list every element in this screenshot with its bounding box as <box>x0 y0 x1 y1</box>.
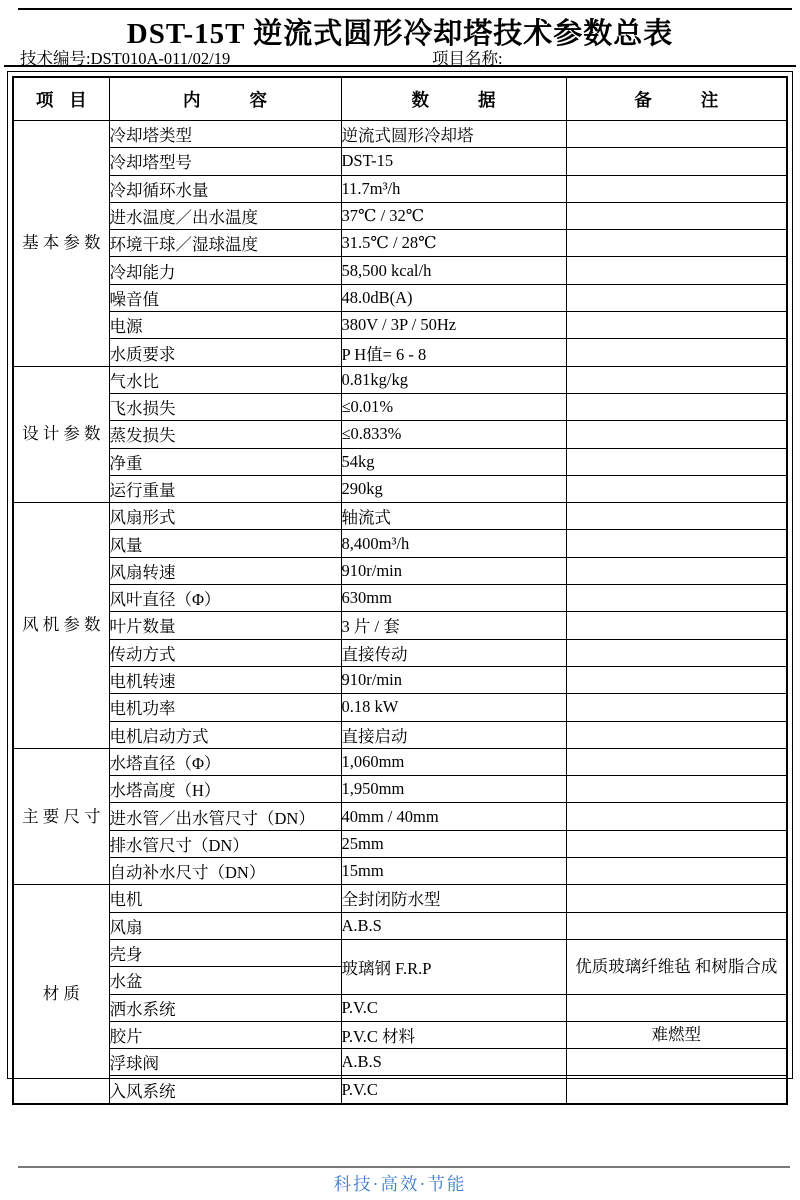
param-remark-cell <box>566 994 787 1021</box>
table-row <box>13 121 787 148</box>
footer-slogan: 科技·高效·节能 <box>333 1174 467 1194</box>
param-remark-cell <box>566 448 787 475</box>
table-row <box>13 284 787 311</box>
param-remark-cell <box>566 776 787 803</box>
param-name-cell: 电源 <box>109 312 341 339</box>
param-remark-cell <box>566 803 787 830</box>
param-value-cell: 54kg <box>341 448 566 475</box>
param-remark-cell <box>566 421 787 448</box>
param-name-cell: 洒水系统 <box>109 994 341 1021</box>
param-remark-cell <box>566 175 787 202</box>
param-name-cell: 叶片数量 <box>109 612 341 639</box>
param-name-cell: 进水管／出水管尺寸（DN） <box>109 803 341 830</box>
param-value-cell: 40mm / 40mm <box>341 803 566 830</box>
table-row <box>13 830 787 857</box>
table-row <box>13 858 787 885</box>
param-value-cell: 8,400m³/h <box>341 530 566 557</box>
table-row <box>13 721 787 748</box>
column-header: 内容 <box>109 77 341 121</box>
param-value-cell: 0.18 kW <box>341 694 566 721</box>
param-remark-cell <box>566 912 787 939</box>
table-row <box>13 475 787 502</box>
table-row <box>13 175 787 202</box>
param-value-cell: ≤0.01% <box>341 393 566 420</box>
param-value-cell: 31.5℃ / 28℃ <box>341 230 566 257</box>
param-value-cell: 逆流式圆形冷却塔 <box>341 121 566 148</box>
param-value-cell: 直接启动 <box>341 721 566 748</box>
param-name-cell: 排水管尺寸（DN） <box>109 830 341 857</box>
param-value-cell: 15mm <box>341 858 566 885</box>
param-remark-cell <box>566 1076 787 1104</box>
param-value-cell: 1,060mm <box>341 748 566 775</box>
column-header: 数据 <box>341 77 566 121</box>
param-value-cell: 0.81kg/kg <box>341 366 566 393</box>
param-value-cell: P H值= 6 - 8 <box>341 339 566 366</box>
param-remark-cell <box>566 503 787 530</box>
spec-table <box>12 76 788 1105</box>
table-row <box>13 366 787 393</box>
param-value-cell: 630mm <box>341 585 566 612</box>
param-remark-cell <box>566 366 787 393</box>
top-rule <box>18 8 792 10</box>
param-value-cell: 1,950mm <box>341 776 566 803</box>
table-row <box>13 148 787 175</box>
info-divider <box>4 65 796 67</box>
param-value-cell: 910r/min <box>341 557 566 584</box>
param-name-cell: 水塔高度（H） <box>109 776 341 803</box>
param-name-cell: 噪音值 <box>109 284 341 311</box>
table-row <box>13 448 787 475</box>
param-value-cell: 全封闭防水型 <box>341 885 566 912</box>
param-remark-cell <box>566 557 787 584</box>
param-value-cell: 玻璃钢 F.R.P <box>341 939 566 994</box>
param-name-cell: 气水比 <box>109 366 341 393</box>
table-row <box>13 202 787 229</box>
param-name-cell: 风叶直径（Φ） <box>109 585 341 612</box>
param-value-cell: 37℃ / 32℃ <box>341 202 566 229</box>
param-name-cell: 风扇 <box>109 912 341 939</box>
column-header: 项目 <box>13 77 109 121</box>
param-remark-cell: 难燃型 <box>566 1021 787 1048</box>
param-name-cell: 浮球阀 <box>109 1049 341 1076</box>
param-name-cell: 自动补水尺寸（DN） <box>109 858 341 885</box>
param-remark-cell <box>566 612 787 639</box>
table-row <box>13 421 787 448</box>
param-value-cell: DST-15 <box>341 148 566 175</box>
table-row <box>13 503 787 530</box>
table-row <box>13 939 787 966</box>
table-row <box>13 912 787 939</box>
param-remark-cell <box>566 121 787 148</box>
param-name-cell: 水盆 <box>109 967 341 994</box>
param-name-cell: 胶片 <box>109 1021 341 1048</box>
spec-table-frame <box>7 71 793 1101</box>
param-remark-cell <box>566 721 787 748</box>
table-row <box>13 885 787 912</box>
param-value-cell: A.B.S <box>341 912 566 939</box>
param-remark-cell <box>566 312 787 339</box>
param-remark-cell <box>566 748 787 775</box>
param-value-cell: P.V.C <box>341 1076 566 1104</box>
param-remark-cell <box>566 639 787 666</box>
param-remark-cell <box>566 666 787 693</box>
param-name-cell: 冷却塔类型 <box>109 121 341 148</box>
table-row <box>13 612 787 639</box>
table-row <box>13 585 787 612</box>
table-row <box>13 230 787 257</box>
table-row <box>13 257 787 284</box>
param-remark-cell <box>566 475 787 502</box>
table-row <box>13 639 787 666</box>
column-header: 备注 <box>566 77 787 121</box>
param-remark-cell <box>566 230 787 257</box>
param-value-cell: 48.0dB(A) <box>341 284 566 311</box>
param-remark-cell <box>566 148 787 175</box>
param-value-cell: 910r/min <box>341 666 566 693</box>
param-value-cell: P.V.C <box>341 994 566 1021</box>
param-value-cell: ≤0.833% <box>341 421 566 448</box>
param-name-cell: 电机 <box>109 885 341 912</box>
param-remark-cell <box>566 858 787 885</box>
param-value-cell: 直接传动 <box>341 639 566 666</box>
param-name-cell: 电机转速 <box>109 666 341 693</box>
table-row <box>13 666 787 693</box>
param-name-cell: 水塔直径（Φ） <box>109 748 341 775</box>
param-name-cell: 飞水损失 <box>109 393 341 420</box>
page-title: DST-15T 逆流式圆形冷却塔技术参数总表 <box>126 18 674 50</box>
param-remark-cell <box>566 257 787 284</box>
section-label-cell: 基 本 参 数 <box>13 121 109 367</box>
param-name-cell: 传动方式 <box>109 639 341 666</box>
param-value-cell: 290kg <box>341 475 566 502</box>
table-row <box>13 803 787 830</box>
table-row <box>13 393 787 420</box>
param-name-cell: 入风系统 <box>109 1076 341 1104</box>
tech-number: 技术编号:DST010A-011/02/19 <box>20 49 231 68</box>
param-value-cell: 380V / 3P / 50Hz <box>341 312 566 339</box>
param-value-cell: 58,500 kcal/h <box>341 257 566 284</box>
param-name-cell: 电机功率 <box>109 694 341 721</box>
table-row <box>13 339 787 366</box>
param-name-cell: 风扇形式 <box>109 503 341 530</box>
param-remark-cell <box>566 202 787 229</box>
param-remark-cell <box>566 530 787 557</box>
table-row <box>13 776 787 803</box>
param-remark-cell <box>566 585 787 612</box>
table-row <box>13 530 787 557</box>
table-row <box>13 557 787 584</box>
param-name-cell: 进水温度／出水温度 <box>109 202 341 229</box>
section-label-cell: 设 计 参 数 <box>13 366 109 502</box>
param-remark-cell <box>566 284 787 311</box>
param-name-cell: 壳身 <box>109 939 341 966</box>
param-name-cell: 冷却能力 <box>109 257 341 284</box>
table-row <box>13 1076 787 1104</box>
param-value-cell: 轴流式 <box>341 503 566 530</box>
param-value-cell: A.B.S <box>341 1049 566 1076</box>
project-name-label: 项目名称: <box>432 49 503 68</box>
param-name-cell: 净重 <box>109 448 341 475</box>
table-row <box>13 1049 787 1076</box>
param-remark-cell: 优质玻璃纤维毡 和树脂合成 <box>566 939 787 994</box>
param-name-cell: 冷却循环水量 <box>109 175 341 202</box>
section-label-cell: 材 质 <box>13 885 109 1104</box>
param-remark-cell <box>566 339 787 366</box>
param-name-cell: 风量 <box>109 530 341 557</box>
param-value-cell: 11.7m³/h <box>341 175 566 202</box>
param-name-cell: 电机启动方式 <box>109 721 341 748</box>
param-name-cell: 冷却塔型号 <box>109 148 341 175</box>
param-value-cell: 3 片 / 套 <box>341 612 566 639</box>
header-row <box>13 77 787 121</box>
table-row <box>13 312 787 339</box>
table-row <box>13 994 787 1021</box>
param-remark-cell <box>566 694 787 721</box>
param-remark-cell <box>566 393 787 420</box>
param-remark-cell <box>566 885 787 912</box>
table-row <box>13 748 787 775</box>
param-remark-cell <box>566 830 787 857</box>
section-label-cell: 风 机 参 数 <box>13 503 109 749</box>
param-name-cell: 蒸发损失 <box>109 421 341 448</box>
param-value-cell: P.V.C 材料 <box>341 1021 566 1048</box>
param-name-cell: 环境干球／湿球温度 <box>109 230 341 257</box>
footer-rule <box>18 1166 790 1168</box>
table-row <box>13 1021 787 1048</box>
section-label-cell: 主 要 尺 寸 <box>13 748 109 884</box>
param-name-cell: 风扇转速 <box>109 557 341 584</box>
param-name-cell: 运行重量 <box>109 475 341 502</box>
param-name-cell: 水质要求 <box>109 339 341 366</box>
param-value-cell: 25mm <box>341 830 566 857</box>
table-row <box>13 694 787 721</box>
param-remark-cell <box>566 1049 787 1076</box>
